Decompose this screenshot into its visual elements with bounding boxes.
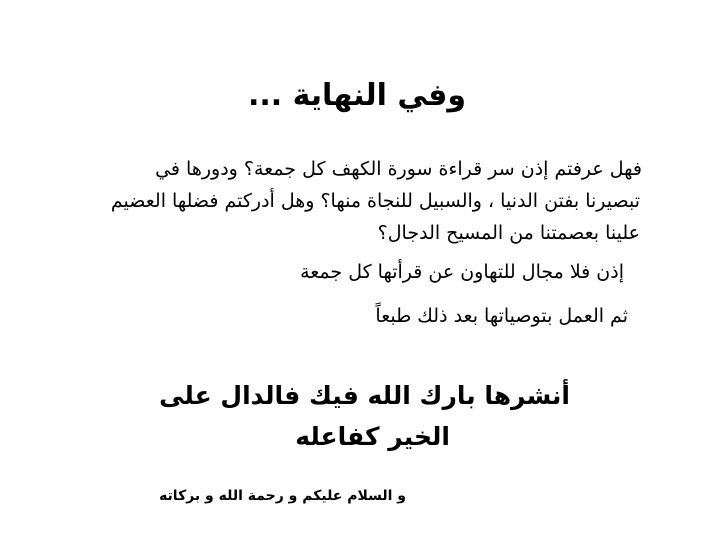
closing-line-1: أنشرها بارك الله فيك فالدال على: [159, 381, 570, 410]
statement-no-neglect: إذن فلا مجال للتهاون عن قرأتها كل جمعة: [300, 261, 624, 283]
statement-apply-recommendations: ثم العمل بتوصياتها بعد ذلك طبعاً: [375, 305, 628, 327]
paragraph-line-3: علينا بعصمتنا من المسيح الدجال؟: [377, 222, 640, 244]
paragraph-line-2: تبصيرنا بفتن الدنيا ، والسبيل للنجاة منها؟ وهل أدركتم فضلها العضيم: [110, 190, 640, 212]
signoff-greeting: و السلام عليكم و رحمة الله و بركاته: [159, 488, 406, 504]
closing-line-2: الخير كفاعله: [295, 422, 450, 451]
slide-title: وفي النهاية ...: [247, 78, 467, 113]
paragraph-line-1: فهل عرفتم إذن سر قراءة سورة الكهف كل جمعة؟ ودورها في: [155, 158, 642, 180]
